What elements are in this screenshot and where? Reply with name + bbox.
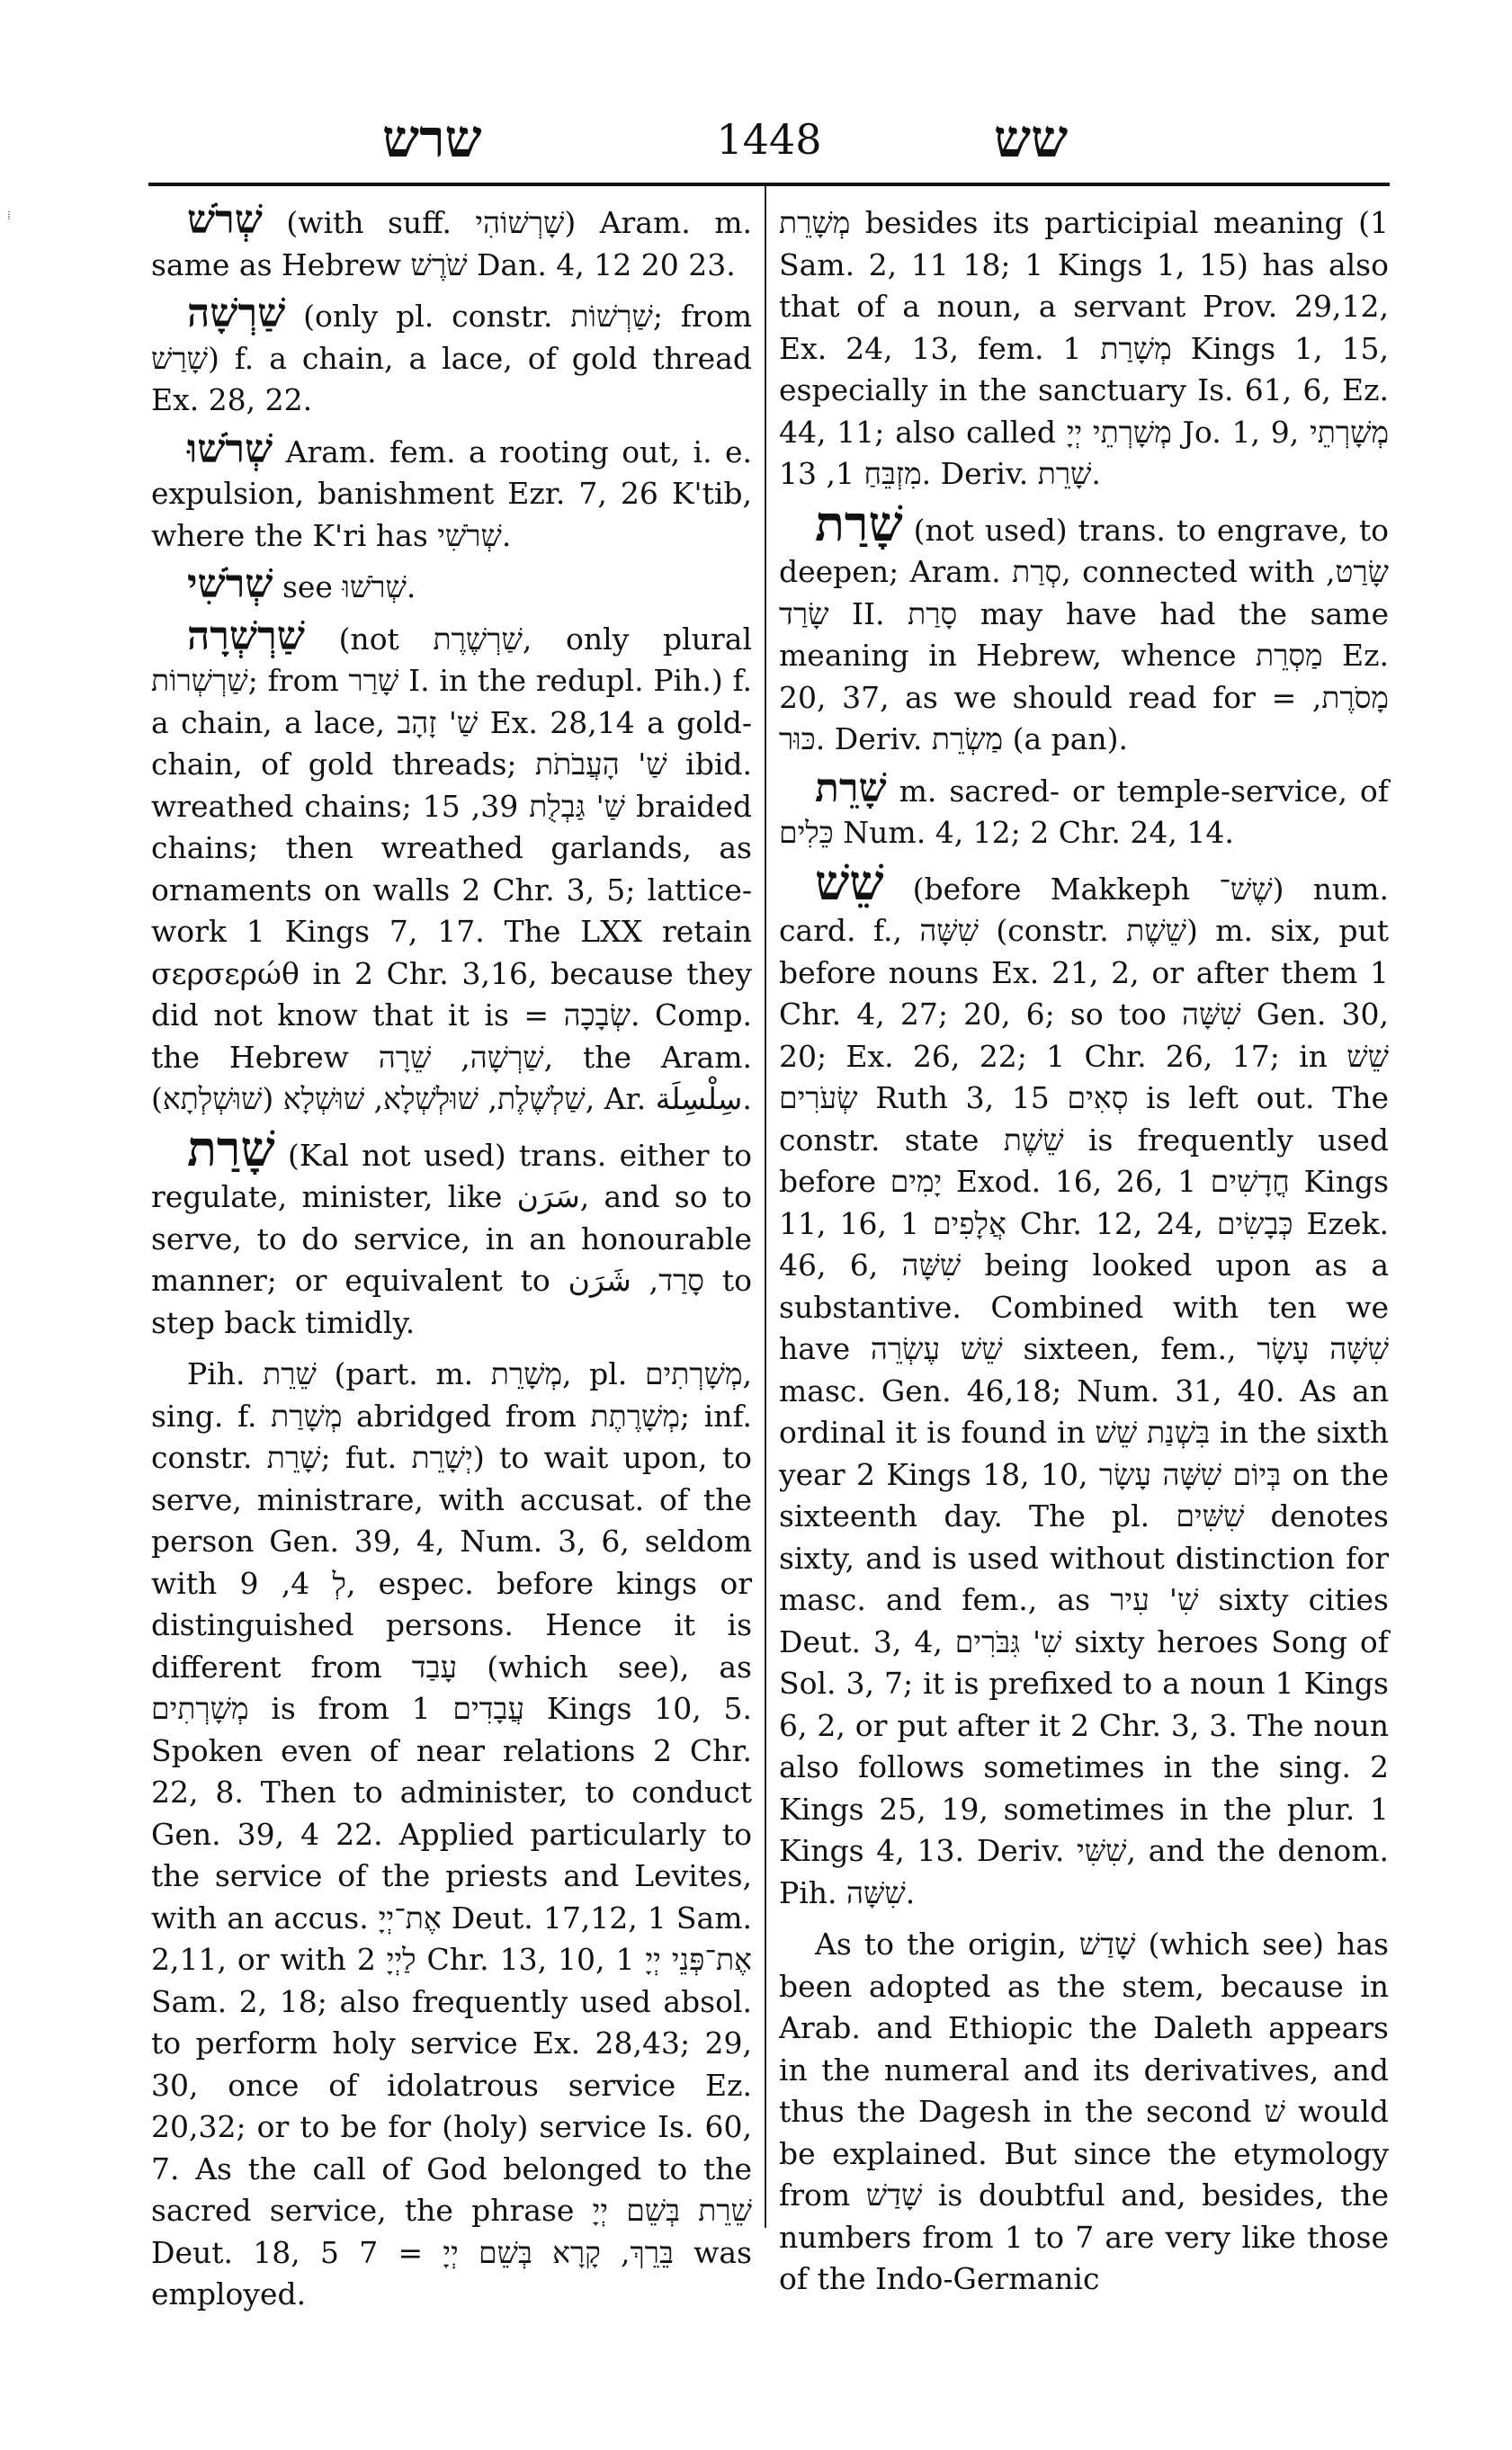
headword: שָׁרַת: [187, 1119, 275, 1177]
entry: [151, 293, 752, 422]
headword: שָׁרַת: [815, 494, 903, 552]
entry-text: מְשָׁרֵת besides its participial meaning (1 Sam. 2, 11 18; 1 Kings 1, 15) has also that of a noun, a servant Prov. 29,12, Ex. 24, 13, fem. מְשָׁרַת 1 Kings 1, 15, especially in the sanctuary Is. 61, 6, Ez. 44, 11; also called מְשָׁרְתֵי יְיָ Jo. 1, 9, מְשָׁרְתֵי מִזְבֵּחַ 1, 13. Deriv. שָׁרֵת.: [779, 205, 1390, 491]
header-rule: [148, 183, 1390, 186]
page-header: [148, 108, 1390, 180]
entry-text: (with suff. שָׁרְשׁוֹהִי) Aram. m. same as Hebrew שֹׁרֶשׁ Dan. 4, 12 20 23.: [151, 205, 752, 282]
headword: שְׁרֹשִׁי: [187, 561, 273, 607]
headword: שֵׁשׁ: [815, 853, 884, 911]
entry: [151, 1351, 752, 2316]
entry: [779, 1921, 1389, 2301]
headword: שְׁרֹשׁ: [187, 197, 263, 243]
right-catchword: שש: [994, 108, 1069, 169]
entry: [151, 197, 752, 286]
entry-text: (before Makkeph שֶׁשׁ־) num. card. f., שִׁשָּׁה (constr. שֵׁשֶׁת) m. six, put before nouns Ex. 21, 2, or after them 1 Chr. 4, 27; 20, 6; so too שִׁשָּׁה Gen. 30, 20; Ex. 26, 22; 1 Chr. 26, 17; in שֵׁשׁ שְׂעֹרִים Ruth 3, 15 סְאִים is left out. The constr. state שֵׁשֶׁת is frequently used before יָמִים Exod. 16, 26, חֳדָשִׁים 1 Kings 11, 16, אֲלָפִים 1 Chr. 12, 24, כְּבָשִׂים Ezek. 46, 6, שִׁשָּׁה being looked upon as a substantive. Combined with ten we have שֵׁשׁ עֶשְׂרֵה sixteen, fem., שִׁשָּׁה עָשָׂר masc. Gen. 46,18; Num. 31, 40. As an ordinal it is found in בִּשְׁנַת שֵׁשׁ in the sixth year 2 Kings 18, 10, בְּיוֹם שִׁשָּׁה עָשָׂר on the sixteenth day. The pl. שִׁשִּׁים denotes sixty, and is used without distinction for masc. and fem., as שִׁ' עִיר sixty cities Deut. 3, 4, שִׁ' גִּבֹּרִים sixty heroes Song of Sol. 3, 7; it is prefixed to a noun 1 Kings 6, 2, or put after it 2 Chr. 3, 3. The noun also follows sometimes in the sing. 2 Kings 25, 19, sometimes in the plur. 1 Kings 4, 13. Deriv. שִׁשִּׁי, and the denom. Pih. שִׁשָּׁה.: [779, 871, 1390, 1910]
left-column: [151, 197, 753, 2323]
entry: [151, 1119, 752, 1345]
entry: [779, 765, 1389, 854]
entry: [779, 853, 1390, 1915]
headword: שָׁרֵת: [815, 765, 887, 811]
margin-mark: ⁞: [7, 209, 11, 223]
entry: [151, 612, 753, 1121]
entry-text: As to the origin, שָׁדַשׁ (which see) has been adopted as the stem, because in Arab. and Ethiopic the Daleth appears in the numeral and its derivatives, and thus the Dagesh in the second שׁ would be explained. But since the etymology from שָׁדַשׁ is doubtful and, besides, the numbers from 1 to 7 are very like those of the Indo-Germanic: [779, 1927, 1389, 2296]
entry-text: (not used) trans. to engrave, to deepen; Aram. סְרַת, connected with שָׂרַט, שָׂרַד II. סָרַת may have had the same meaning in Hebrew, whence מַסְרֵת Ez. 20, 37, as we should read for מָסֹרֶת, = כּוּר. Deriv. מַשְׂרֵת (a pan).: [779, 512, 1390, 756]
entry-text: Pih. שֵׁרֵת (part. m. מְשָׁרֵת, pl. מְשָׁרְתִים, sing. f. מְשָׁרַת abridged from מְשָׁרֶתֶת; inf. constr. שָׁרֵת; fut. יְשָׁרֵת) to wait upon, to serve, ministrare, with accusat. of the person Gen. 39, 4, Num. 3, 6, seldom with לְ 4, 9, espec. before kings or distinguished persons. Hence it is different from עָבַד (which see), as מְשָׁרְתִים is from עֲבָדִים 1 Kings 10, 5. Spoken even of near relations 2 Chr. 22, 8. Then to administer, to conduct Gen. 39, 4 22. Applied particularly to the service of the priests and Levites, with an accus. אֶת־יְיָ Deut. 17,12, 1 Sam. 2,11, or with לַיְיָ 2 Chr. 13, 10, אֶת־פְּנֵי יְיָ 1 Sam. 2, 18; also frequently used absol. to perform holy service Ex. 28,43; 29, 30, once of idolatrous service Ez. 20,32; or to be for (holy) service Is. 60, 7. As the call of God belonged to the sacred service, the phrase שֵׁרֵת בְּשֵׁם יְיָ Deut. 18, 5 7 = בֵּרֵךְ, קָרָא בְּשֵׁם יְיָ was employed.: [151, 1356, 753, 2311]
entry-text: (only pl. constr. שַׁרְשׁוֹת; from שָׁרַשׁ) f. a chain, a lace, of gold thread Ex. 28, 22.: [151, 299, 752, 417]
entry: [779, 494, 1390, 761]
entry: [151, 561, 752, 609]
left-catchword: שרש: [382, 108, 482, 169]
entry-text: (not שַׁרְשֶׁרֶת, only plural שַׁרְשְׁרוֹת; from שָׁרַר I. in the redupl. Pih.) f. a chain, a lace, שַׁ' זָהָב Ex. 28,14 a gold-chain, of gold threads; שַׁ' הָעֲבֹתֹת ibid. wreathed chains; שַׁ' גַּבְלֻת 39, 15 braided chains; then wreathed garlands, as ornaments on walls 2 Chr. 3, 5; lattice-work 1 Kings 7, 17. The LXX retain σερσερώθ in 2 Chr. 3,16, because they did not know that it is = שְׂבָכָה. Comp. the Hebrew שַׁרְשָׁה, שֵׁרָה, the Aram. שַׁלְשֶׁלֶת, שׁוּלְשְׁלָא, שׁוּשְׁלָא (שׁוּשְׁלְתָא), Ar. سِلْسِلَة.: [151, 621, 753, 1116]
right-column: [779, 200, 1389, 2308]
page-number: 1448: [716, 115, 822, 164]
headword: שַׁרְשְׁרָה: [187, 612, 305, 659]
entry-text: see שְׁרֹשׁוּ.: [282, 569, 416, 604]
headword: שַׁרְשָׁה: [187, 291, 286, 336]
column-divider: [765, 186, 766, 2228]
entry-text: Aram. fem. a rooting out, i. e. expulsion, banishment Ezr. 7, 26 K'tib, where the K'ri has שְׁרֹשִׁי.: [151, 434, 752, 553]
entry: [151, 425, 752, 558]
headword: שְׁרֹשׁוּ: [187, 425, 273, 472]
entry: [779, 200, 1389, 496]
entry-text: m. sacred- or temple-service, of כֵּלִים Num. 4, 12; 2 Chr. 24, 14.: [779, 773, 1389, 850]
entry-text: (Kal not used) trans. either to regulate, minister, like سَرَن, and so to serve, to do service, in an honourable manner; or equivalent to סָרַד, شَرَن to step back timidly.: [151, 1137, 752, 1340]
